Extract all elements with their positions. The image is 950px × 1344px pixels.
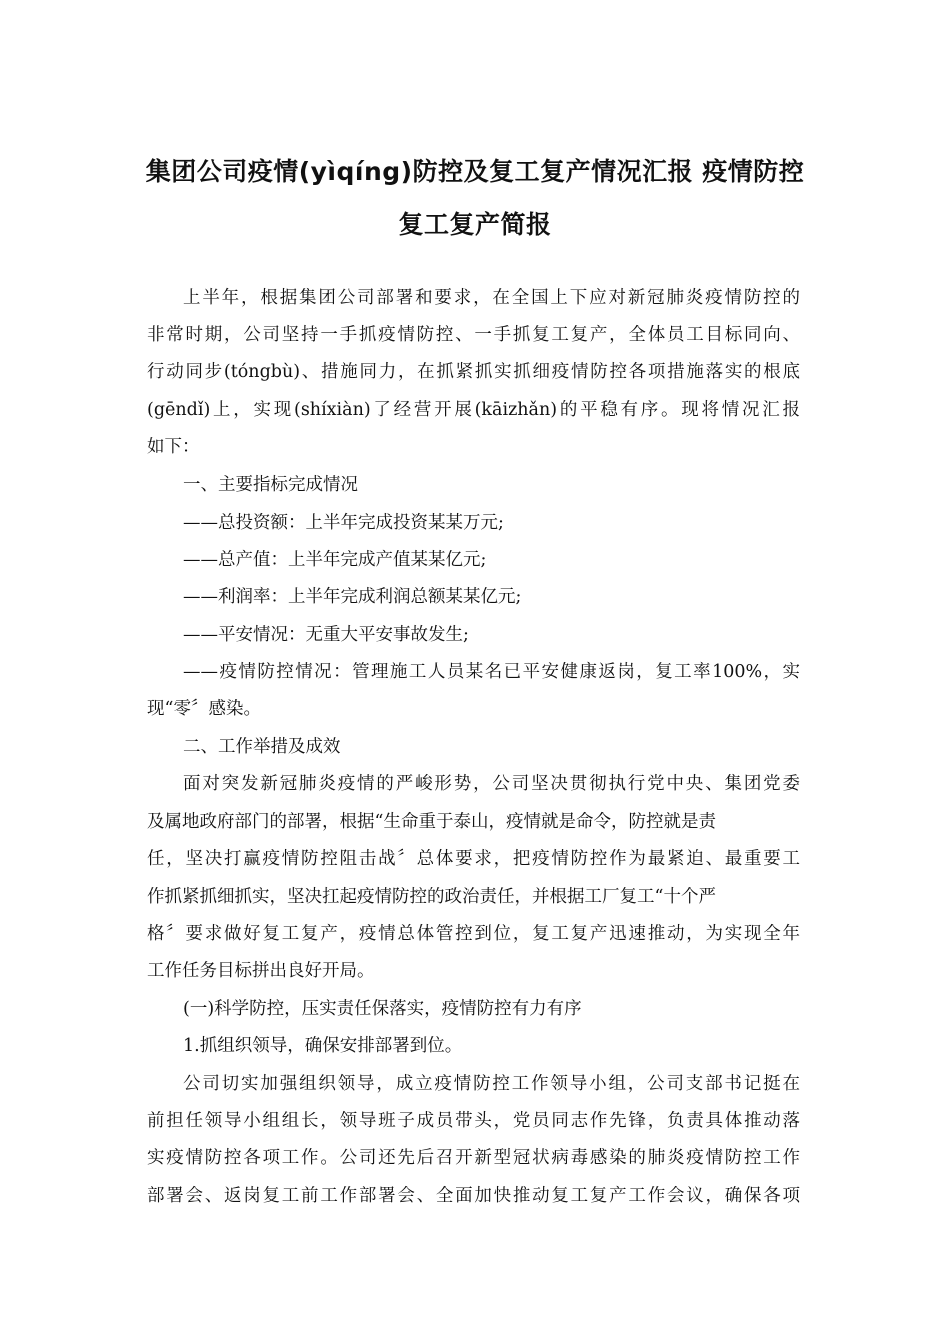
paragraph-line: 如下： xyxy=(147,437,200,457)
paragraph-line: 非常时期，公司坚持一手抓疫情防控、一手抓复工复产，全体员工目标同向、 xyxy=(147,325,800,345)
indicator-item: ——平安情况：无重大平安事故发生; xyxy=(183,625,469,645)
paragraph-line: 格〞要求做好复工复产，疫情总体管控到位，复工复产迅速推动，为实现全年 xyxy=(147,924,800,944)
paragraph-line: 上半年，根据集团公司部署和要求，在全国上下应对新冠肺炎疫情防控的 xyxy=(183,288,800,308)
paragraph-line: 面对突发新冠肺炎疫情的严峻形势，公司坚决贯彻执行党中央、集团党委 xyxy=(183,774,800,794)
paragraph-line: 部署会、返岗复工前工作部署会、全面加快推动复工复产工作会议，确保各项 xyxy=(147,1186,800,1206)
paragraph-line: 任，坚决打赢疫情防控阻击战〞总体要求，把疫情防控作为最紧迫、最重要工 xyxy=(147,849,800,869)
paragraph-line: 工作任务目标拼出良好开局。 xyxy=(147,961,375,981)
paragraph-line: 公司切实加强组织领导，成立疫情防控工作领导小组，公司支部书记挺在 xyxy=(183,1074,800,1094)
indicator-item: ——总产值：上半年完成产值某某亿元; xyxy=(183,550,487,570)
paragraph-line: 现“零〞感染。 xyxy=(147,699,261,719)
document-title-line-1: 集团公司疫情(yìqíng)防控及复工复产情况汇报 疫情防控 xyxy=(145,157,805,186)
indicator-item: ——总投资额：上半年完成投资某某万元; xyxy=(183,513,504,533)
paragraph-line: 作抓紧抓细抓实，坚决扛起疫情防控的政治责任，并根据工厂复工“十个严 xyxy=(147,887,716,907)
indicator-item: ——利润率：上半年完成利润总额某某亿元; xyxy=(183,587,522,607)
paragraph-line: 行动同步(tóngbù)、措施同力，在抓紧抓实抓细疫情防控各项措施落实的根底 xyxy=(147,362,800,382)
section-heading: 一、主要指标完成情况 xyxy=(183,475,358,495)
paragraph-line: 前担任领导小组组长，领导班子成员带头，党员同志作先锋，负责具体推动落 xyxy=(147,1111,800,1131)
paragraph-line: 实疫情防控各项工作。公司还先后召开新型冠状病毒感染的肺炎疫情防控工作 xyxy=(147,1148,800,1168)
section-heading: 二、工作举措及成效 xyxy=(183,737,341,757)
subsection-heading: (一)科学防控，压实责任保落实，疫情防控有力有序 xyxy=(183,999,582,1019)
paragraph-line: (gēndǐ)上，实现(shíxiàn)了经营开展(kāizhǎn)的平稳有序。现将情况汇报 xyxy=(147,400,800,420)
indicator-item: ——疫情防控情况：管理施工人员某名已平安健康返岗，复工率100%，实 xyxy=(183,662,800,682)
document-title-line-2: 复工复产简报 xyxy=(398,210,552,239)
subsection-heading: 1.抓组织领导，确保安排部署到位。 xyxy=(183,1036,463,1056)
paragraph-line: 及属地政府部门的部署，根据“生命重于泰山，疫情就是命令，防控就是责 xyxy=(147,812,716,832)
